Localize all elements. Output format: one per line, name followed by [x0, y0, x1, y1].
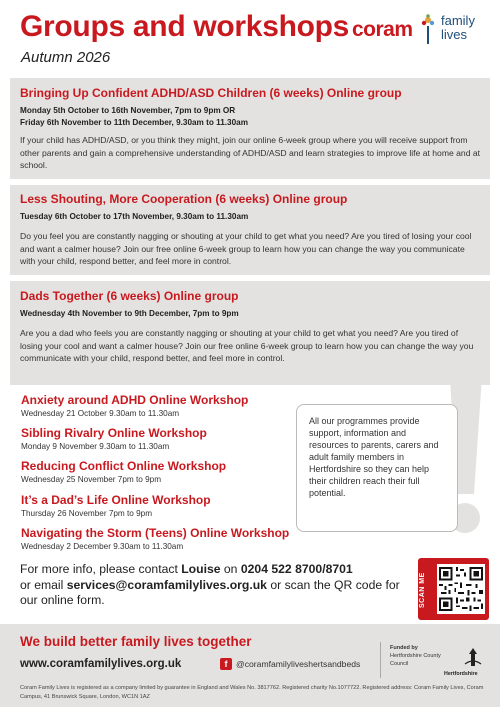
- contact-info: [20, 562, 400, 609]
- page-subtitle: Autumn 2026: [21, 49, 111, 66]
- programme-title: Bringing Up Confident ADHD/ASD Children (6 weeks) Online group: [20, 86, 402, 100]
- qr-code-icon[interactable]: [437, 564, 485, 614]
- scan-me-label: SCAN ME: [419, 572, 426, 608]
- programme-section: [10, 281, 490, 385]
- funded-by-label: Funded by: [390, 645, 418, 651]
- coram-family-lives-logo: [352, 14, 492, 48]
- facebook-handle[interactable]: @coramfamilyliveshertsandbeds: [236, 659, 361, 669]
- facebook-icon[interactable]: f: [220, 658, 232, 670]
- workshop-title: Reducing Conflict Online Workshop: [21, 459, 227, 473]
- logo-brand-text: coram: [352, 18, 413, 41]
- contact-text: For more info, please contact: [20, 562, 182, 576]
- workshop-title: Sibling Rivalry Online Workshop: [21, 426, 207, 440]
- workshop-item: [21, 393, 248, 418]
- website-link[interactable]: www.coramfamilylives.org.uk: [20, 658, 182, 670]
- page-header: [0, 0, 500, 78]
- programme-description: Are you a dad who feels you are constantly nagging or shouting at your child to get what you need? Are you tired of losing your cool and want a calmer house? Join our free online 6-week group to learn how you can change the way you communicate with your child, respond better, and feel more in control.: [20, 328, 474, 363]
- contact-email[interactable]: services@coramfamilylives.org.uk: [66, 577, 267, 592]
- workshop-item: [21, 459, 226, 484]
- programme-dates: [20, 105, 248, 128]
- workshop-date: Thursday 26 November 7pm to 9pm: [21, 509, 153, 518]
- contact-text: or scan the QR code for our online form.: [20, 577, 400, 607]
- workshop-date: Wednesday 21 October 9.30am to 11.30am: [21, 409, 180, 418]
- logo-lives-text: lives: [441, 27, 468, 42]
- contact-text: or email: [20, 577, 67, 592]
- workshop-date: Wednesday 25 November 7pm to 9pm: [21, 475, 162, 484]
- funded-by-block: [390, 644, 450, 668]
- programme-date-line: Wednesday 4th November to 9th December, 7pm to 9pm: [20, 309, 239, 318]
- page-footer: [0, 624, 500, 707]
- programme-dates: [20, 211, 248, 223]
- contact-phone[interactable]: 0204 522 8700/8701: [240, 562, 353, 576]
- programme-date-line: Tuesday 6th October to 17th November, 9.30am to 11.30am: [20, 212, 249, 221]
- programme-date-line: Monday 5th October to 16th November, 7pm to 9pm OR: [20, 106, 236, 115]
- programme-section: [10, 185, 490, 275]
- programme-date-line: Friday 6th November to 11th December, 9.30am to 11.30am: [20, 117, 248, 127]
- hertfordshire-logo-label: Hertfordshire: [444, 671, 478, 677]
- workshop-date: Monday 9 November 9.30am to 11.30am: [21, 442, 170, 451]
- workshop-title: Navigating the Storm (Teens) Online Workshop: [21, 526, 290, 540]
- programme-dates: [20, 308, 239, 320]
- qr-code-panel[interactable]: [418, 558, 489, 620]
- info-callout: [296, 404, 458, 532]
- contact-name: Louise: [181, 562, 221, 576]
- contact-text: on: [220, 562, 241, 576]
- workshop-date: Wednesday 2 December 9.30am to 11.30am: [21, 542, 184, 551]
- workshop-title: It’s a Dad’s Life Online Workshop: [21, 493, 211, 507]
- workshop-item: [21, 526, 289, 551]
- programme-title: Dads Together (6 weeks) Online group: [20, 289, 239, 303]
- legal-text: Coram Family Lives is registered as a company limited by guarantee in England and Wales No. 3817762. Registered charity No.1077722. Registered address: Coram Family Lives, Coram Campus, 41 Brunswick Square, London, WC1N 1AZ: [20, 685, 484, 700]
- programme-section: [10, 78, 490, 179]
- info-callout-text: All our programmes provide support, information and resources to parents, carers and adult family members in Hertfordshire so they can help their children reach their full potential.: [309, 416, 439, 498]
- workshop-title: Anxiety around ADHD Online Workshop: [21, 393, 249, 407]
- workshop-item: [21, 493, 211, 518]
- page-title: Groups and workshops: [20, 10, 350, 43]
- programme-description: If your child has ADHD/ASD, or you think they might, join our online 6-week group where you will receive support from other parents and gain a comprehensive understanding of ADHD/ASD and learn strategies to improve life at home and at school.: [20, 135, 481, 170]
- workshop-item: [21, 426, 207, 451]
- programme-description: Do you feel you are constantly nagging or shouting at your child to get what you need? Are you tired of losing your cool and want a calmer house? Join our free online 6-week group to learn how you can change the way you communicate with your child, respond better, and feel more in control.: [20, 231, 472, 266]
- footer-tagline: We build better family lives together: [20, 634, 252, 649]
- logo-family-text: family: [441, 13, 475, 28]
- funder-name: Hertfordshire County Council: [390, 653, 441, 667]
- tree-icon: [421, 14, 435, 44]
- footer-separator: [380, 642, 381, 678]
- programme-title: Less Shouting, More Cooperation (6 weeks) Online group: [20, 192, 348, 206]
